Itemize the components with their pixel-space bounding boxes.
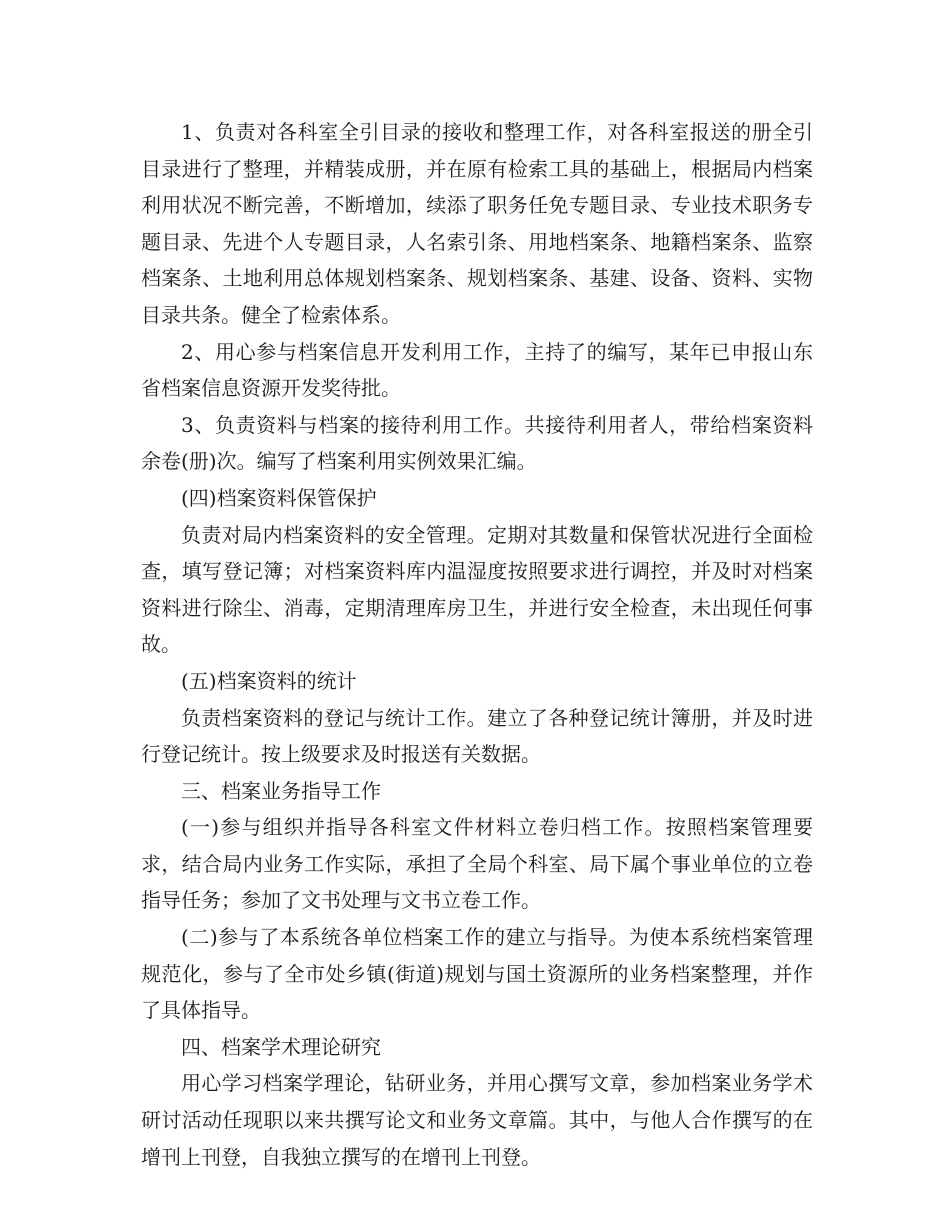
section-heading-research: 四、档案学术理论研究 [181,1034,381,1059]
document-body [141,114,813,1175]
section-heading-statistics: (五)档案资料的统计 [181,668,357,693]
paragraph-3: 3、负责资料与档案的接待利用工作。共接待利用者人，带给档案资料余卷(册)次。编写了档案利用实例效果汇编。 [141,412,813,474]
section-heading-storage: (四)档案资料保管保护 [181,485,377,510]
paragraph-research: 用心学习档案学理论，钻研业务，并用心撰写文章，参加档案业务学术研讨活动任现职以来共撰写论文和业务文章篇。其中，与他人合作撰写的在增刊上刊登，自我独立撰写的在增刊上刊登。 [141,1071,813,1169]
paragraph-1: 1、负责对各科室全引目录的接收和整理工作，对各科室报送的册全引目录进行了整理，并精装成册，并在原有检索工具的基础上，根据局内档案利用状况不断完善，不断增加，续添了职务任免专题目录、专业技术职务专题目录、先进个人专题目录，人名索引条、用地档案条、地籍档案条、监察档案条、土地利用总体规划档案条、规划档案条、基建、设备、资料、实物目录共条。健全了检索体系。 [141,120,813,327]
paragraph-guidance-2: (二)参与了本系统各单位档案工作的建立与指导。为使本系统档案管理规范化，参与了全市处乡镇(街道)规划与国土资源所的业务档案整理，并作了具体指导。 [141,925,813,1023]
paragraph-statistics: 负责档案资料的登记与统计工作。建立了各种登记统计簿册，并及时进行登记统计。按上级要求及时报送有关数据。 [141,705,813,767]
section-heading-guidance: 三、档案业务指导工作 [181,778,381,803]
paragraph-storage: 负责对局内档案资料的安全管理。定期对其数量和保管状况进行全面检查，填写登记簿；对档案资料库内温湿度按照要求进行调控，并及时对档案资料进行除尘、消毒，定期清理库房卫生，并进行安全检查，未出现任何事故。 [141,522,813,657]
paragraph-guidance-1: (一)参与组织并指导各科室文件材料立卷归档工作。按照档案管理要求，结合局内业务工作实际，承担了全局个科室、局下属个事业单位的立卷指导任务；参加了文书处理与文书立卷工作。 [141,815,813,913]
paragraph-2: 2、用心参与档案信息开发利用工作，主持了的编写，某年已申报山东省档案信息资源开发奖待批。 [141,339,813,401]
